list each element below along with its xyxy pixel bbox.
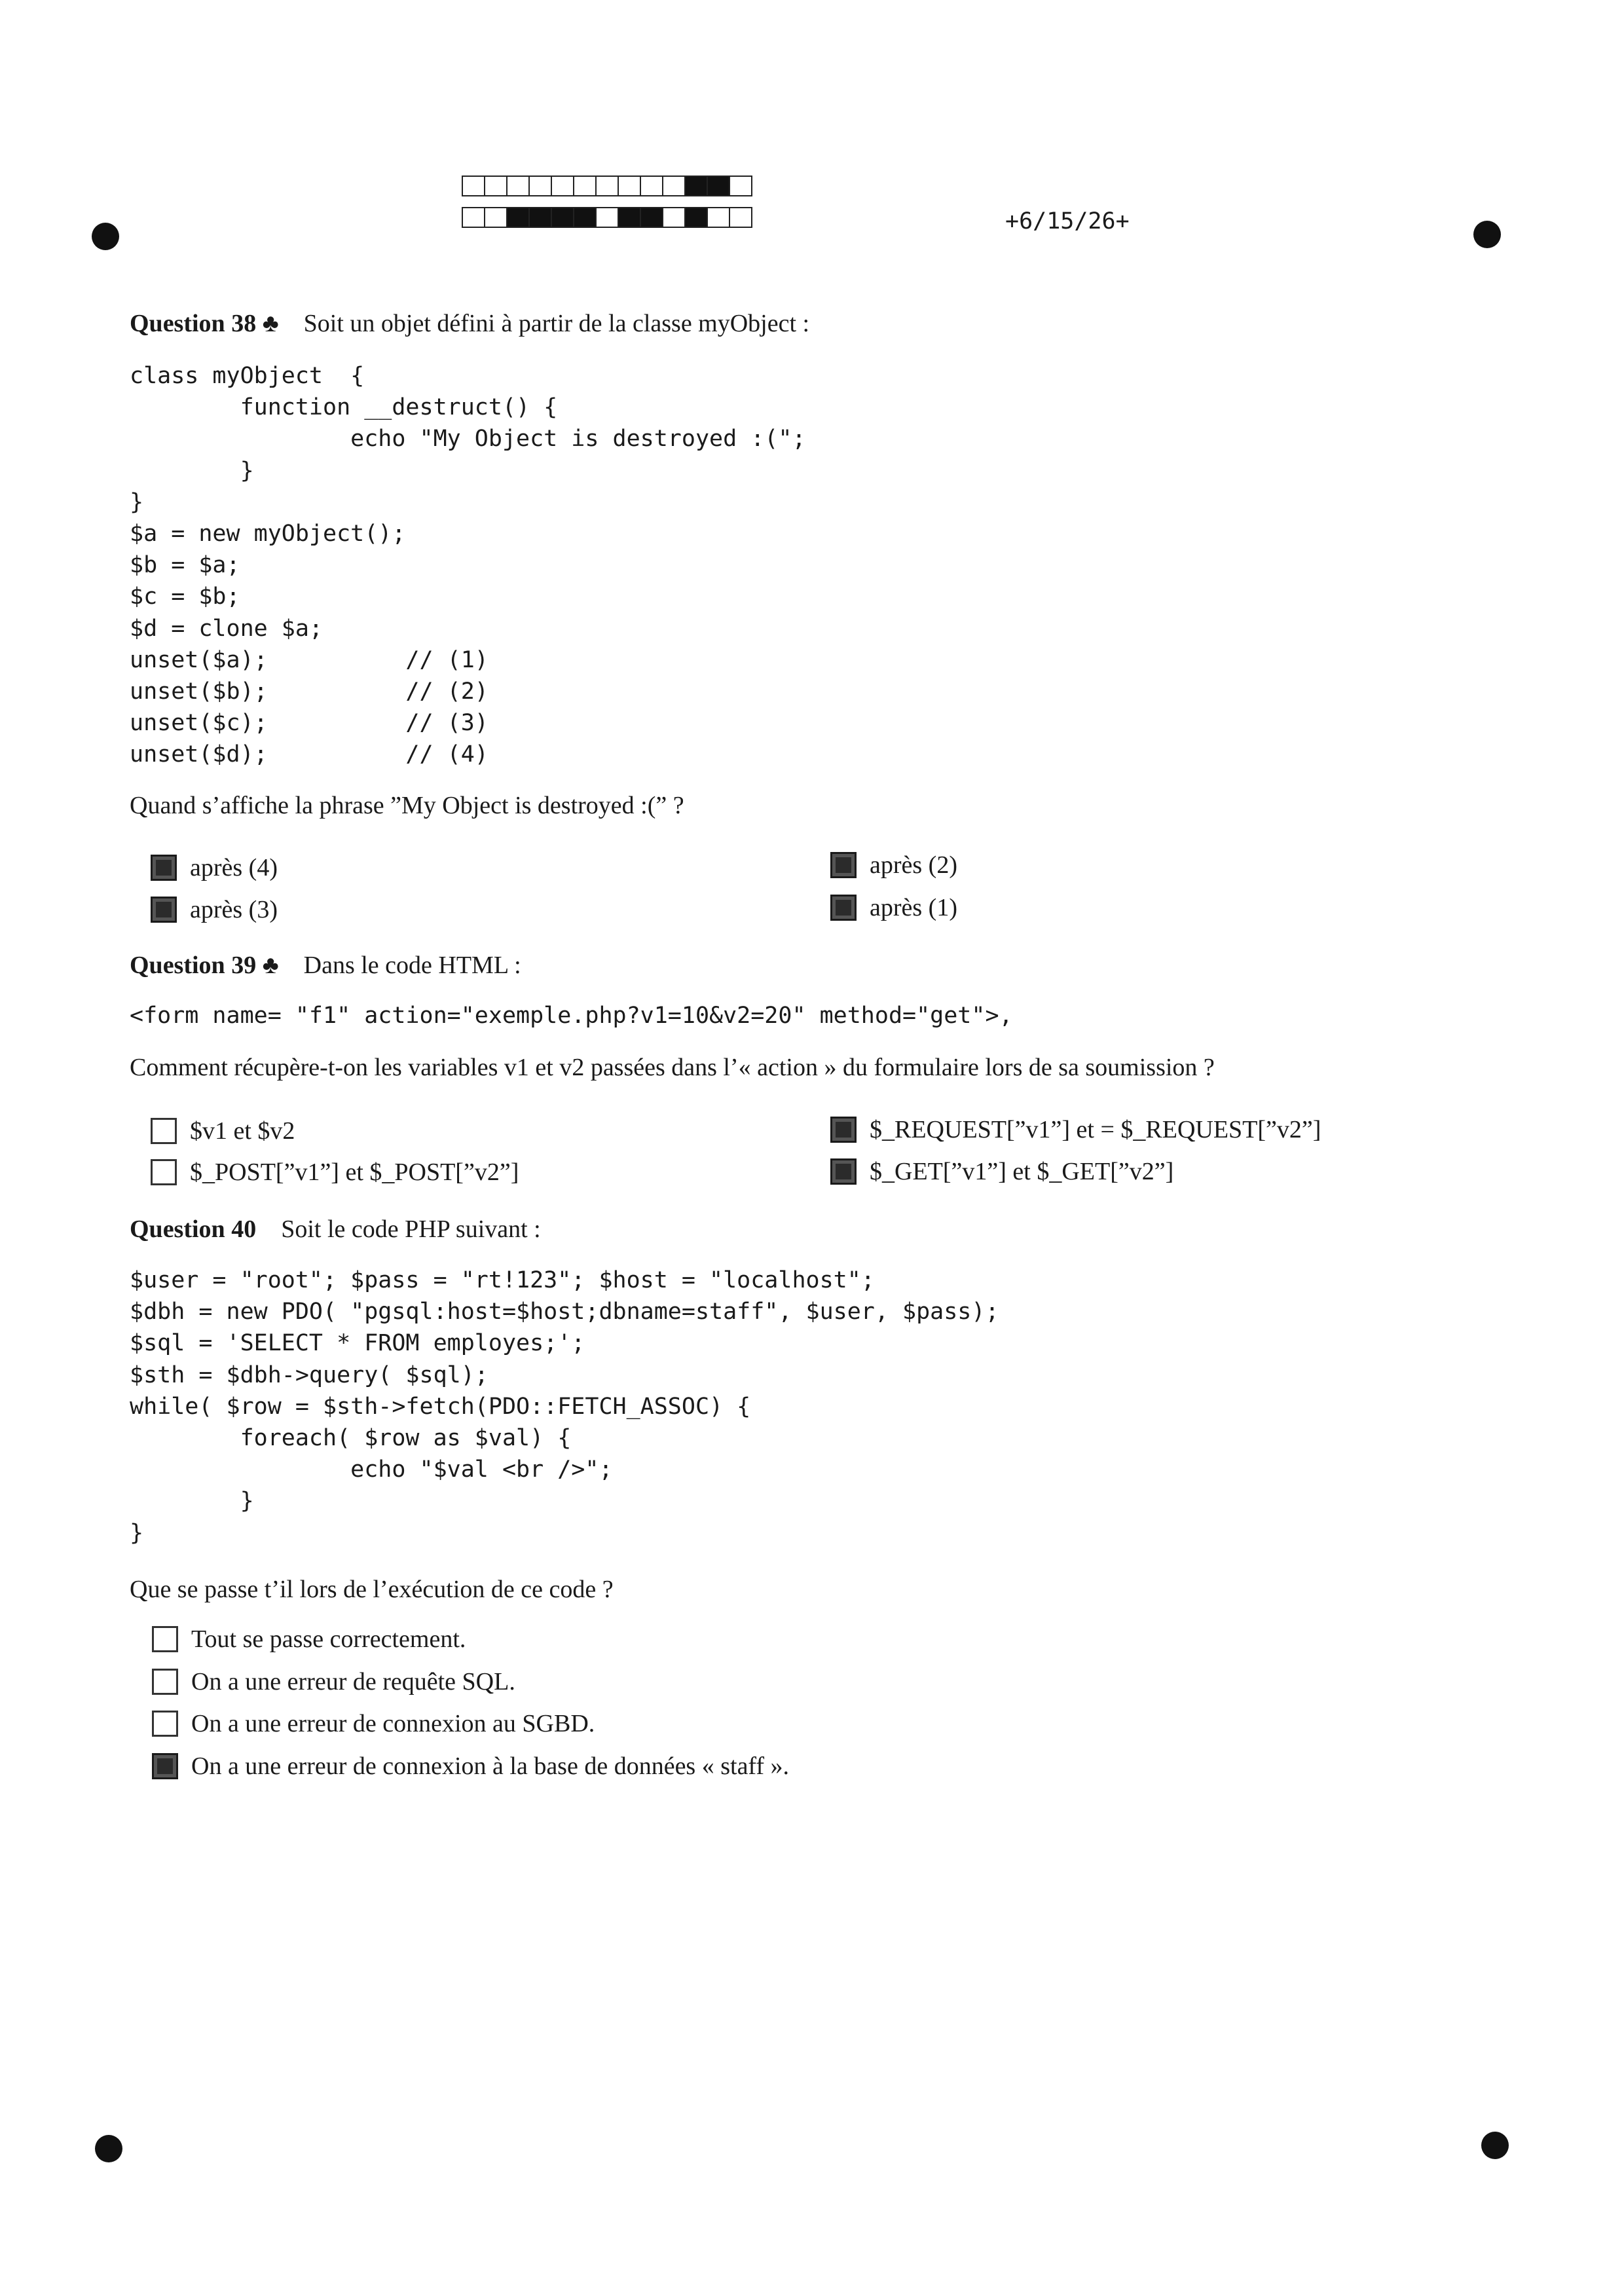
question-40-header <box>130 1215 541 1244</box>
question-label: Question 40 <box>130 1215 257 1243</box>
checkbox[interactable] <box>152 1669 178 1695</box>
registration-mark-bottom-right <box>1481 2132 1509 2159</box>
answer-label: $_GET[”v1”] et $_GET[”v2”] <box>870 1158 1174 1185</box>
answer-label: après (4) <box>190 854 278 881</box>
answer-option[interactable] <box>151 1158 519 1187</box>
checkbox-checked[interactable] <box>830 1158 857 1185</box>
question-intro: Dans le code HTML : <box>303 952 521 979</box>
answer-option[interactable] <box>152 1667 515 1696</box>
answer-option[interactable] <box>830 1115 1321 1144</box>
question-40-prompt: Que se passe t’il lors de l’exécution de ce code ? <box>130 1576 614 1603</box>
question-intro: Soit le code PHP suivant : <box>281 1215 541 1243</box>
checkbox-checked[interactable] <box>151 897 177 923</box>
checkbox[interactable] <box>152 1626 178 1652</box>
answer-label: On a une erreur de connexion à la base de données « staff ». <box>191 1752 790 1780</box>
question-38-code: class myObject { function __destruct() { echo "My Object is destroyed :("; } } $a = new myObject(); $b = $a; $c = $b; $d = clone $a; unset($a); // (1) unset($b); // (2) unset($c); // (3) unset($d); // (4) <box>130 363 806 768</box>
answer-label: $v1 et $v2 <box>190 1117 295 1145</box>
answer-option[interactable] <box>152 1709 595 1738</box>
answer-label: après (1) <box>870 894 957 921</box>
answer-label: après (2) <box>870 851 957 879</box>
checkbox[interactable] <box>152 1711 178 1737</box>
checkbox-checked[interactable] <box>152 1753 178 1779</box>
answer-option[interactable] <box>830 851 957 880</box>
question-label: Question 38 ♣ <box>130 310 279 337</box>
question-40-code: $user = "root"; $pass = "rt!123"; $host = "localhost"; $dbh = new PDO( "pgsql:host=$host;dbname=staff", $user, $pass); $sql = 'SELECT * FROM employes;'; $sth = $dbh->query( $sql); while( $row = $sth->fetch(PDO::FETCH_ASSOC) { foreach( $row as $val) { echo "$val <br />"; } } <box>130 1267 999 1546</box>
answer-label: On a une erreur de connexion au SGBD. <box>191 1710 595 1737</box>
checkbox-checked[interactable] <box>830 852 857 878</box>
registration-mark-top-right <box>1473 221 1501 248</box>
checkbox[interactable] <box>151 1118 177 1144</box>
answer-option[interactable] <box>152 1752 789 1781</box>
answer-option[interactable] <box>151 853 278 882</box>
checkbox-checked[interactable] <box>151 855 177 881</box>
answer-label: après (3) <box>190 896 278 923</box>
checkbox-checked[interactable] <box>830 1117 857 1143</box>
answer-option[interactable] <box>151 1117 295 1145</box>
answer-option[interactable] <box>830 1157 1173 1186</box>
barcode-row-bottom <box>462 207 751 228</box>
answer-option[interactable] <box>151 895 278 924</box>
checkbox-checked[interactable] <box>830 895 857 921</box>
answer-label: Tout se passe correctement. <box>191 1625 466 1653</box>
question-label: Question 39 ♣ <box>130 952 279 979</box>
question-intro: Soit un objet défini à partir de la classe myObject : <box>303 310 810 337</box>
answer-label: $_POST[”v1”] et $_POST[”v2”] <box>190 1158 519 1186</box>
barcode-row-top <box>462 176 751 196</box>
answer-label: On a une erreur de requête SQL. <box>191 1668 515 1695</box>
question-38-header <box>130 309 809 338</box>
question-38-prompt: Quand s’affiche la phrase ”My Object is destroyed :(” ? <box>130 792 684 819</box>
question-39-prompt: Comment récupère-t-on les variables v1 et v2 passées dans l’« action » du formulaire lors de sa soumission ? <box>130 1054 1215 1081</box>
checkbox[interactable] <box>151 1159 177 1185</box>
answer-option[interactable] <box>830 893 957 922</box>
question-39-header <box>130 951 521 980</box>
answer-option[interactable] <box>152 1625 466 1654</box>
registration-mark-top-left <box>92 223 119 250</box>
answer-label: $_REQUEST[”v1”] et = $_REQUEST[”v2”] <box>870 1116 1321 1143</box>
question-39-code: <form name= "f1" action="exemple.php?v1=10&v2=20" method="get">, <box>130 1003 1013 1029</box>
page-identifier: +6/15/26+ <box>1005 208 1130 234</box>
registration-mark-bottom-left <box>95 2135 122 2162</box>
